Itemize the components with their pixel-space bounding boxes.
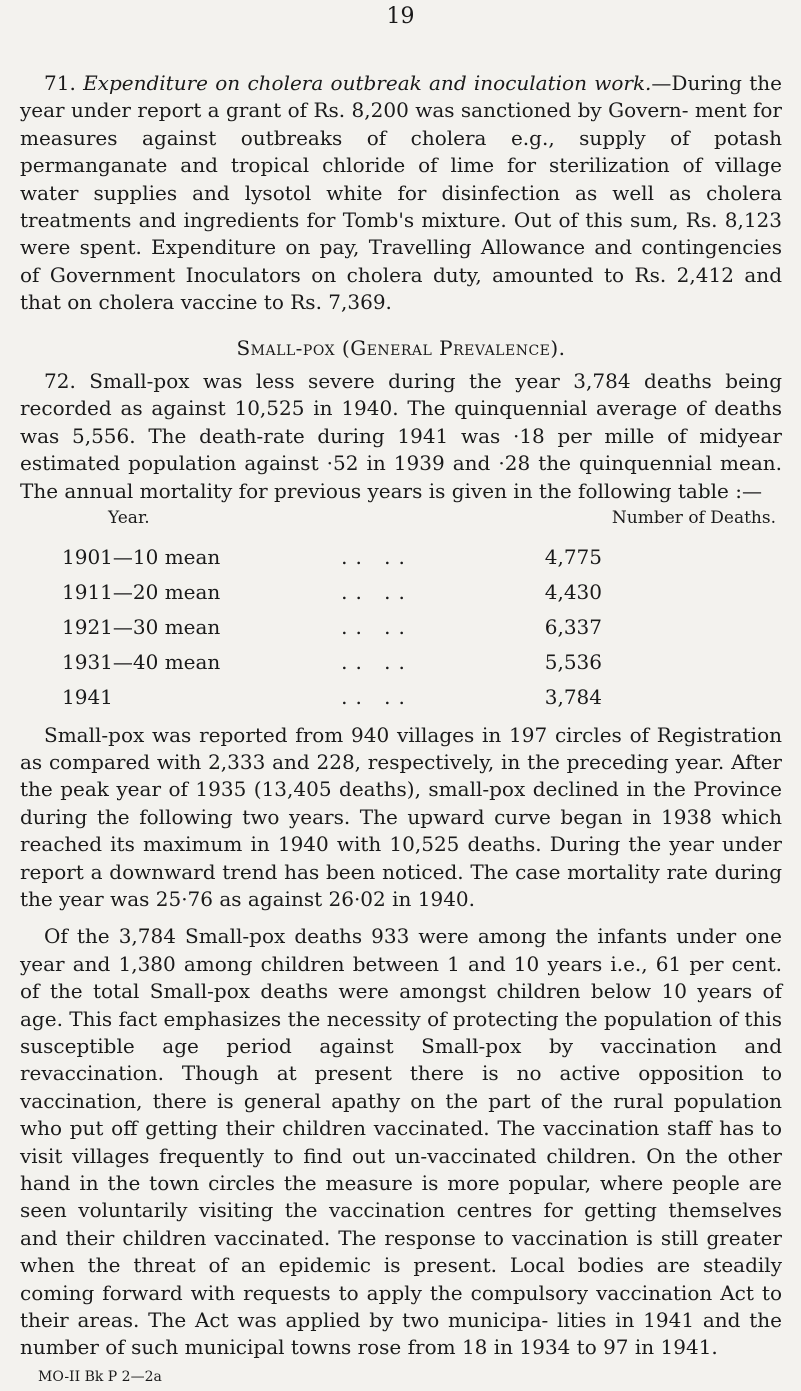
paragraph-71 (20, 70, 782, 317)
table-row (62, 611, 602, 646)
row-leader: .. .. (341, 650, 413, 675)
section-heading: Small-pox (General Prevalence). (236, 335, 566, 360)
table-row (62, 541, 602, 576)
table-header (20, 505, 782, 532)
row-year: 1931—40 mean (62, 650, 221, 675)
table-row (62, 681, 602, 716)
row-year: 1901—10 mean (62, 545, 221, 570)
row-leader: .. .. (341, 685, 413, 710)
row-leader: .. .. (341, 615, 413, 640)
table-row (62, 646, 602, 681)
row-leader: .. .. (341, 580, 413, 605)
section-number: 71. (44, 71, 76, 95)
page-body (20, 70, 782, 1391)
mortality-table (62, 541, 602, 716)
row-year: 1911—20 mean (62, 580, 221, 605)
row-year: 1941 (62, 685, 113, 710)
row-leader: .. .. (341, 545, 413, 570)
row-deaths: 3,784 (544, 685, 602, 710)
row-year: 1921—30 mean (62, 615, 221, 640)
footer-code: MO-II Bk P 2—2a (38, 1368, 162, 1385)
page-number: 19 (386, 4, 415, 29)
col-deaths-header: Number of Deaths. (611, 508, 776, 529)
paragraph-72-age: Of the 3,784 Small-pox deaths 933 were among the infants under one year and 1,380 among children between 1 and 10 years i.e., 61 per cent. of the total Small-pox deaths were amongst children below 10 years of age. This fact emphasizes the necessity of protecting the population of this susceptible age period against Small-pox by vaccination and revaccination. Though at present there is no active opposition to vaccination, there is general apathy on the part of the rural population who put off getting their children vaccinated. The vaccination staff has to visit villages frequently to find out un-vaccinated children. On the other hand in the town circles the measure is more popular, where people are seen voluntarily visiting the vaccination centres for getting themselves and their children vaccinated. The response to vaccination is still greater when the threat of an epidemic is present. Local bodies are steadily coming forward with requests to apply the compulsory vaccination Act to their areas. The Act was applied by two municipa- lities in 1941 and the number of such municipal towns rose from 18 in 1934 to 97 in 1941. (20, 924, 782, 1360)
row-deaths: 4,430 (544, 580, 602, 605)
paragraph-72-intro: 72. Small-pox was less severe during the year 3,784 deaths being recorded as against 10,525 in 1940. The quinquennial average of deaths was 5,556. The death-rate during 1941 was ·18 per mille of midyear estimated population against ·52 in 1939 and ·28 the quinquennial mean. The annual mortality for previous years is given in the following table :— (20, 369, 782, 503)
paragraph-71-text: —During the year under report a grant of Rs. 8,200 was sanctioned by Govern- ment for measures against outbreaks of cholera e.g., supply of potash permanganate and tropical chloride of lime for sterilization of village water supplies and lysotol white for disinfection as well as cholera treatments and ingredients for Tomb's mixture. Out of this sum, Rs. 8,123 were spent. Expenditure on pay, Travelling Allowance and contingencies of Government Inoculators on cholera duty, amounted to Rs. 2,412 and that on cholera vaccine to Rs. 7,369. (20, 71, 782, 315)
row-deaths: 5,536 (544, 650, 602, 675)
row-deaths: 4,775 (544, 545, 602, 570)
table-row (62, 576, 602, 611)
section-title: Expenditure on cholera outbreak and inoculation work. (83, 71, 652, 95)
paragraph-72-circles: Small-pox was reported from 940 villages in 197 circles of Registration as compared with 2,333 and 228, respectively, in the preceding year. After the peak year of 1935 (13,405 deaths), small-pox declined in the Province during the following two years. The upward curve began in 1938 which reached its maximum in 1940 with 10,525 deaths. During the year under report a downward trend has been noticed. The case mortality rate during the year was 25·76 as against 26·02 in 1940. (20, 722, 782, 911)
row-deaths: 6,337 (544, 615, 602, 640)
col-year-header: Year. (108, 508, 150, 529)
